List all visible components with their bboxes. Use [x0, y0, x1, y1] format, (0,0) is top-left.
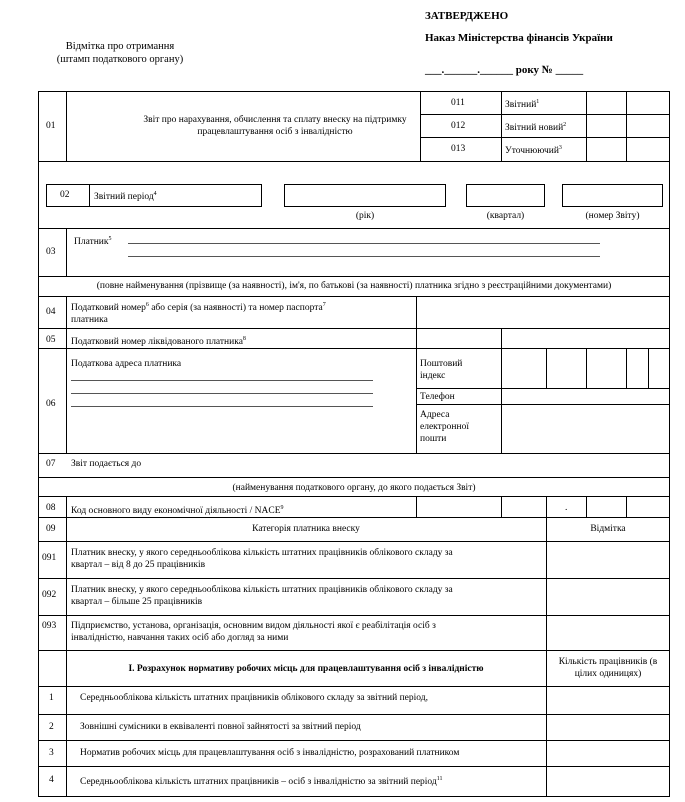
payer-label: Платник$^5$	[74, 236, 112, 248]
count-header: Кількість працівників (в цілих одиницях)	[558, 657, 658, 679]
stamp-line2: (штамп податкового органу)	[56, 54, 184, 65]
type-013-label: Уточнюючий$^3$	[505, 145, 562, 157]
row-07-code: 07	[46, 459, 56, 469]
address-label: Податкова адреса платника	[71, 359, 182, 369]
row-02-code: 02	[60, 190, 70, 200]
type-011-label: Звітний$^1$	[505, 99, 540, 111]
line-1-code: 1	[49, 693, 54, 703]
row-091-code: 091	[42, 553, 57, 563]
type-013-code: 013	[451, 144, 466, 154]
report-number-caption: (номер Звіту)	[585, 211, 640, 221]
category-091-mark[interactable]	[547, 542, 669, 578]
line-2-value[interactable]	[547, 715, 669, 740]
mark-header: Відмітка	[590, 524, 626, 534]
line-4-value[interactable]	[547, 767, 669, 796]
line-4-text: Середньооблікова кількість штатних працівників – осіб з інвалідністю за звітний період$^{11}$	[80, 776, 443, 788]
row-06-code: 06	[46, 399, 56, 409]
order-date-number-line: ___.______.______ року № _____	[425, 64, 584, 76]
period-label: Звітний період$^4$	[94, 191, 157, 203]
line-1-value[interactable]	[547, 687, 669, 714]
section-1-title: І. Розрахунок нормативу робочих місць для працевлаштування осіб з інвалідністю	[128, 664, 484, 674]
tax-authority-caption: (найменування податкового органу, до якого подається Звіт)	[232, 483, 476, 493]
email-label: Адреса електронної пошти	[420, 410, 469, 444]
row-03-code: 03	[46, 247, 56, 257]
row-093-code: 093	[42, 621, 57, 631]
address-line-2[interactable]	[71, 393, 373, 394]
line-1-text: Середньооблікова кількість штатних працівників облікового складу за звітний період,	[80, 693, 428, 703]
category-093-mark[interactable]	[547, 616, 669, 650]
code-column-divider	[66, 91, 67, 161]
report-title: Звіт про нарахування, обчислення та сплату внеску на підтримку працевлаштування осіб з інвалідністю	[143, 115, 407, 137]
nace-code-field[interactable]	[417, 497, 669, 516]
tax-number-field[interactable]	[417, 297, 669, 327]
nace-dot: .	[565, 503, 568, 513]
line-2-text: Зовнішні сумісники в еквіваленті повної зайнятості за звітний період	[80, 722, 361, 732]
row-08-code: 08	[46, 503, 56, 513]
liquidated-tax-number-label: Податковий номер ліквідованого платника$^8$	[71, 336, 246, 348]
approved-label: ЗАТВЕРДЖЕНО	[425, 10, 509, 22]
row-05-code: 05	[46, 335, 56, 345]
type-011-checkbox[interactable]	[586, 91, 627, 115]
postal-index-field[interactable]	[502, 349, 669, 387]
report-number-field[interactable]	[562, 184, 663, 207]
category-093-text: Підприємство, установа, організація, основним видом діяльності якої є реабілітація осіб з інвалідністю, навчання таких осіб або догляд за ними	[71, 621, 436, 643]
liquidated-tax-number-field[interactable]	[417, 329, 669, 347]
category-092-text: Платник внеску, у якого середньооблікова кількість штатних працівників облікового складу за квартал – більше 25 працівників	[71, 585, 453, 607]
year-field[interactable]	[284, 184, 446, 207]
category-091-text: Платник внеску, у якого середньооблікова кількість штатних працівників облікового складу за квартал – від 8 до 25 працівників	[71, 548, 453, 570]
row-04-code: 04	[46, 307, 56, 317]
phone-label: Телефон	[420, 392, 455, 402]
postal-index-label: Поштовий індекс	[420, 359, 463, 381]
nace-code-label: Код основного виду економічної діяльності / NACE$^9$	[71, 505, 284, 517]
row-09-code: 09	[46, 524, 56, 534]
type-011-code: 011	[451, 98, 465, 108]
address-line-1[interactable]	[71, 380, 373, 381]
line-3-value[interactable]	[547, 741, 669, 766]
submitted-to-label: Звіт подається до	[71, 459, 142, 469]
phone-field[interactable]	[502, 389, 669, 403]
order-label: Наказ Міністерства фінансів України	[425, 32, 613, 44]
tax-number-label: Податковий номер$^6$ або серія (за наявності) та номер паспорта$^7$ платника	[71, 302, 326, 326]
type-012-label: Звітний новий$^2$	[505, 122, 567, 134]
line-3-code: 3	[49, 748, 54, 758]
address-line-3[interactable]	[71, 406, 373, 407]
row-01-code: 01	[46, 121, 56, 131]
line-3-text: Норматив робочих місць для працевлаштування осіб з інвалідністю, розрахований платником	[80, 748, 460, 758]
email-field[interactable]	[502, 405, 669, 452]
category-header: Категорія платника внеску	[252, 524, 360, 534]
type-012-code: 012	[451, 121, 466, 131]
type-013-checkbox[interactable]	[586, 137, 627, 161]
quarter-field[interactable]	[466, 184, 545, 207]
quarter-caption: (квартал)	[486, 211, 525, 221]
year-caption: (рік)	[355, 211, 375, 221]
payer-name-line-2[interactable]	[128, 256, 600, 257]
row-092-code: 092	[42, 590, 57, 600]
line-2-code: 2	[49, 722, 54, 732]
stamp-note	[40, 40, 200, 66]
type-012-checkbox[interactable]	[586, 114, 627, 138]
category-092-mark[interactable]	[547, 579, 669, 615]
payer-caption: (повне найменування (прізвище (за наявності), ім'я, по батькові (за наявності) платника згідно з реєстраційними документами)	[96, 281, 612, 291]
line-4-code: 4	[49, 775, 54, 785]
payer-name-line-1[interactable]	[128, 243, 600, 244]
stamp-line1: Відмітка про отримання	[65, 41, 175, 52]
